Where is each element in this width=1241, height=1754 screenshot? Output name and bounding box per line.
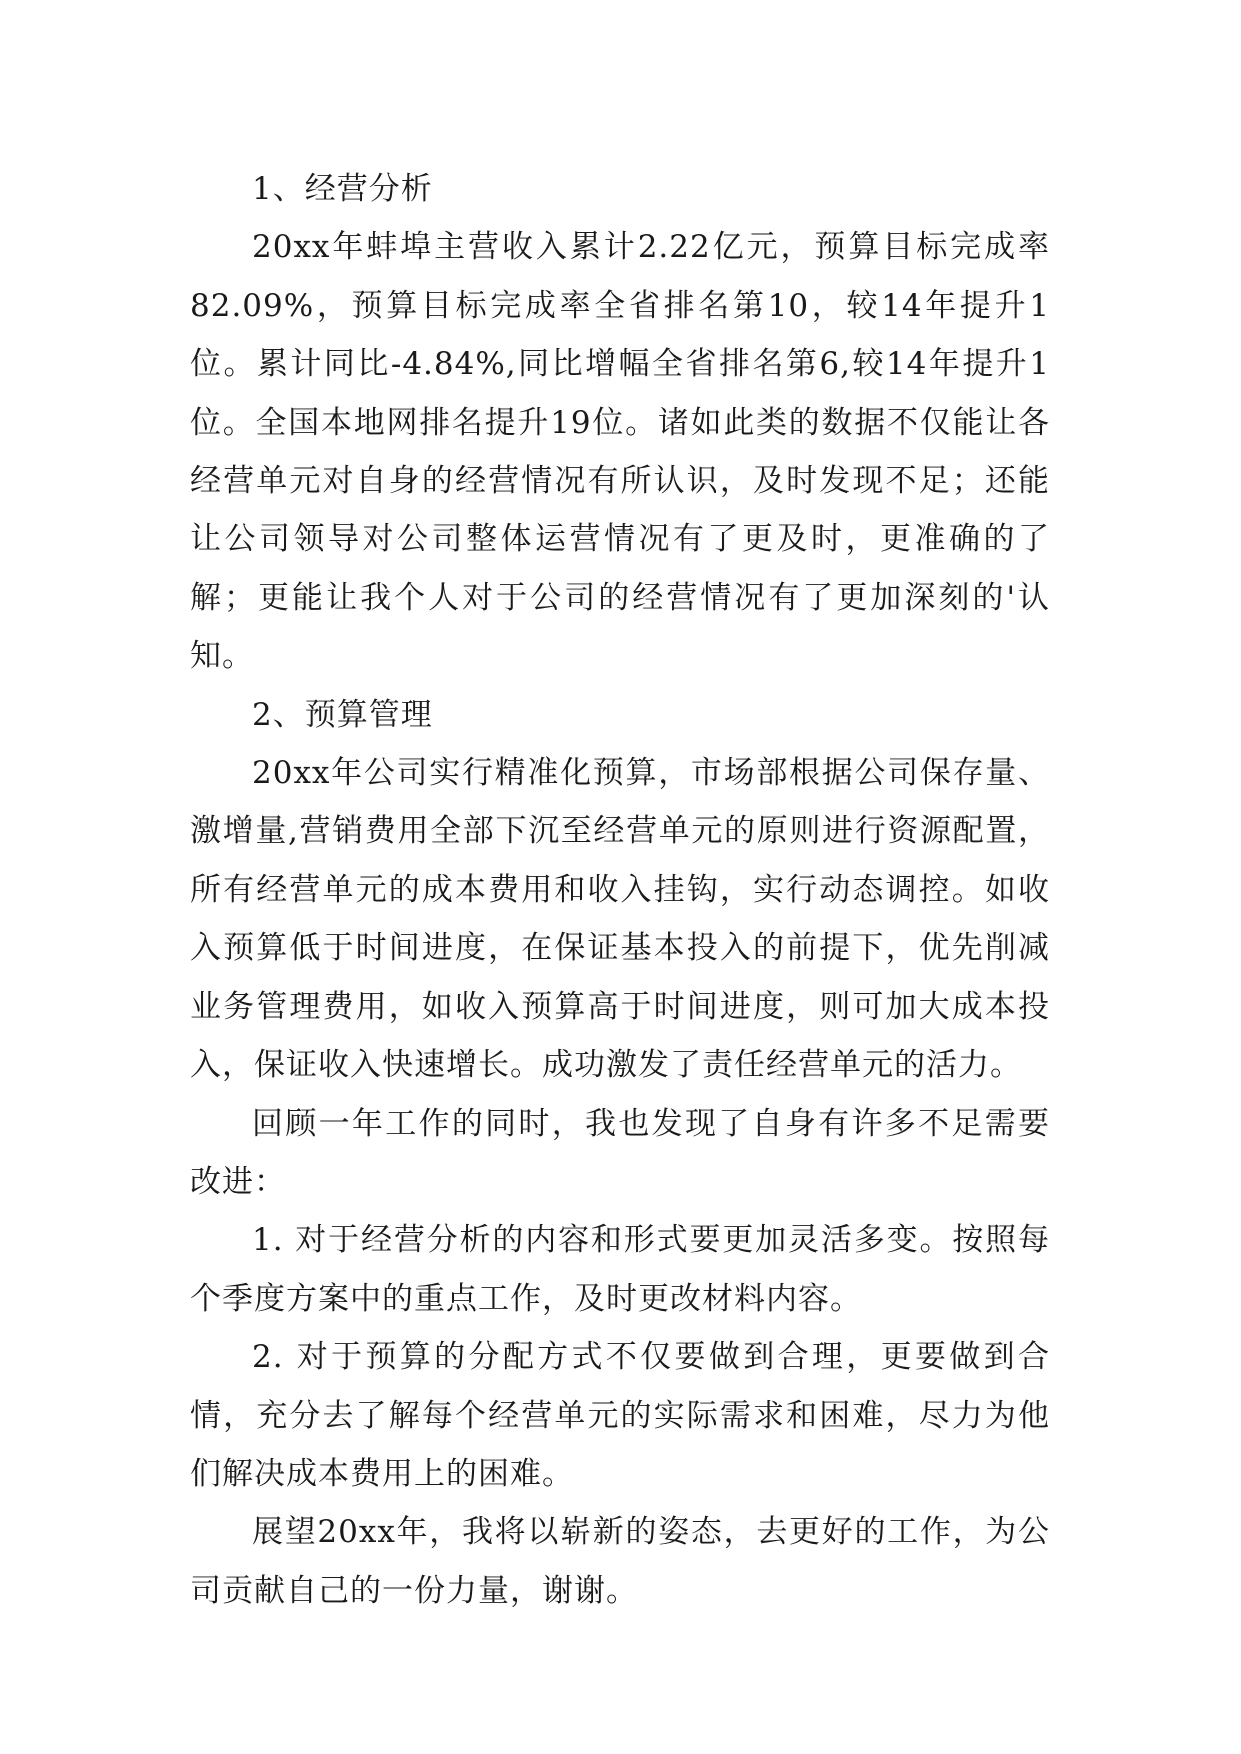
paragraph-business-analysis: 20xx年蚌埠主营收入累计2.22亿元，预算目标完成率82.09%，预算目标完成率全省排名第10，较14年提升1位。累计同比-4.84%,同比增幅全省排名第6,较14年提升1位。全国本地网排名提升19位。诸如此类的数据不仅能让各经营单元对自身的经营情况有所认识，及时发现不足；还能让公司领导对公司整体运营情况有了更及时，更准确的了解；更能让我个人对于公司的经营情况有了更加深刻的'认知。: [190, 229, 1050, 675]
heading-business-analysis: 1、经营分析: [252, 171, 433, 207]
paragraph-outlook: 展望20xx年，我将以崭新的姿态，去更好的工作，为公司贡献自己的一份力量，谢谢。: [190, 1514, 1050, 1609]
heading-budget-management: 2、预算管理: [252, 696, 433, 733]
paragraph-budget-management: 20xx年公司实行精准化预算，市场部根据公司保存量、激增量,营销费用全部下沉至经营单元的原则进行资源配置，所有经营单元的成本费用和收入挂钩，实行动态调控。如收入预算低于时间进度，在保证基本投入的前提下，优先削减业务管理费用，如收入预算高于时间进度，则可加大成本投入，保证收入快速增长。成功激发了责任经营单元的活力。: [190, 755, 1050, 1084]
improvement-item-1: 1. 对于经营分析的内容和形式要更加灵活多变。按照每个季度方案中的重点工作，及时更改材料内容。: [190, 1222, 1050, 1317]
improvement-item-2: 2. 对于预算的分配方式不仅要做到合理，更要做到合情，充分去了解每个经营单元的实际需求和困难，尽力为他们解决成本费用上的困难。: [190, 1339, 1050, 1492]
document-body: [190, 160, 1050, 1620]
paragraph-review: 回顾一年工作的同时，我也发现了自身有许多不足需要改进：: [190, 1105, 1050, 1200]
